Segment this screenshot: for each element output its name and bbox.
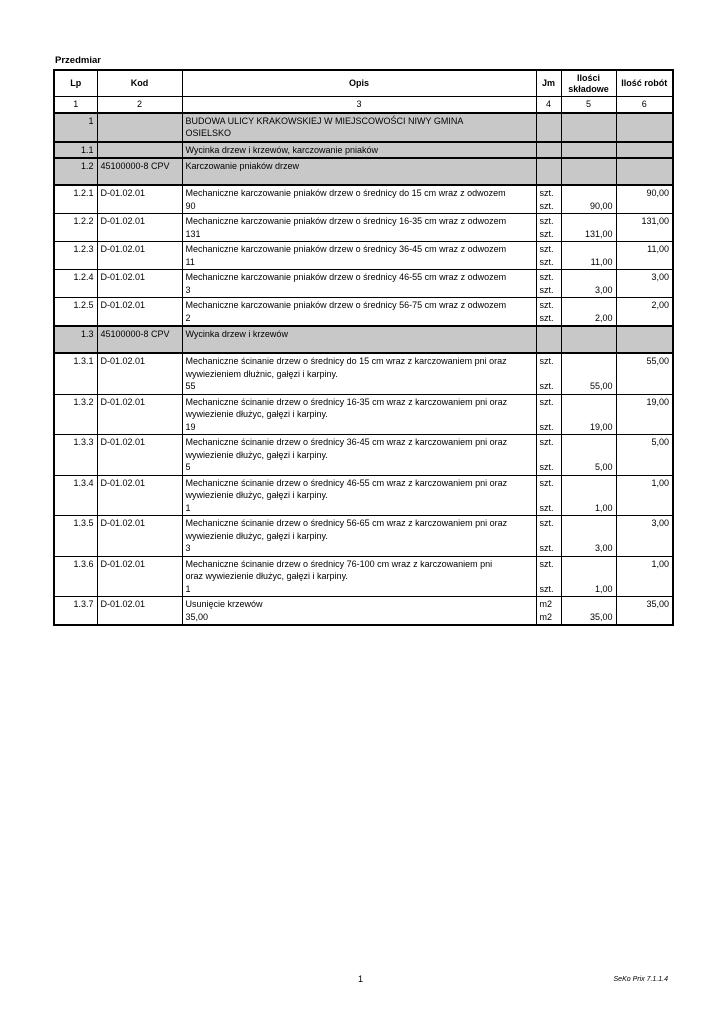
spacer [540, 530, 558, 543]
opis-line: 1 [185, 502, 191, 513]
table-row [54, 597, 673, 626]
cell-opis [182, 298, 536, 327]
cell-ilosci-skladowe [561, 326, 616, 353]
opis-line: 19 [185, 421, 196, 432]
section-row [54, 142, 673, 159]
cell-kod: D-01.02.01 [97, 298, 182, 327]
opis-line: 35,00 [185, 611, 209, 622]
jm-unit: szt. [539, 284, 554, 295]
jm-unit: szt. [539, 518, 554, 528]
cell-opis [182, 353, 536, 394]
cell-kod: D-01.02.01 [97, 270, 182, 298]
cell-lp: 1.3.3 [54, 435, 97, 476]
cell-kod: D-01.02.01 [97, 475, 182, 516]
jm-unit: szt. [539, 502, 554, 513]
cell-ilosci-skladowe: 19,00 [561, 394, 616, 435]
jm-unit: szt. [539, 188, 554, 198]
opis-line: Mechaniczne karczowanie pniaków drzew o średnicy do 15 cm wraz z odwozem [185, 188, 506, 198]
cell-ilosc-robot [616, 326, 673, 353]
opis-line: 11 [185, 256, 195, 267]
cell-ilosc-robot [616, 113, 673, 142]
jm-unit: szt. [539, 312, 554, 323]
cell-ilosc-robot: 131,00 [616, 214, 673, 242]
opis-line: Mechaniczne karczowanie pniaków drzew o średnicy 56-75 cm wraz z odwozem [185, 300, 507, 310]
spacer [540, 408, 558, 421]
table-row [54, 298, 673, 327]
cell-ilosci-skladowe: 131,00 [561, 214, 616, 242]
opis-line: wywiezienie dłużyc, gałęzi i karpiny. [185, 530, 328, 541]
cell-opis [182, 158, 536, 185]
cell-opis [182, 270, 536, 298]
opis-line: 1 [185, 583, 191, 594]
cell-lp: 1.2.5 [54, 298, 97, 327]
cell-opis [182, 597, 536, 626]
cell-ilosc-robot: 2,00 [616, 298, 673, 327]
opis-line: Mechaniczne ścinanie drzew o średnicy 56-65 cm wraz z karczowaniem pni oraz [185, 518, 508, 528]
cell-ilosc-robot: 1,00 [616, 475, 673, 516]
opis-line: Wycinka drzew i krzewów, karczowanie pniaków [185, 144, 378, 155]
cell-opis [182, 326, 536, 353]
table-row [54, 270, 673, 298]
cell-ilosci-skladowe: 1,00 [561, 556, 616, 597]
column-number: 5 [561, 97, 616, 113]
cell-jm [536, 475, 561, 516]
cell-lp: 1.3.2 [54, 394, 97, 435]
opis-line: Mechaniczne karczowanie pniaków drzew o średnicy 36-45 cm wraz z odwozem [185, 244, 507, 254]
header-ilosci-skladowe [561, 70, 616, 97]
table-row [54, 394, 673, 435]
cell-ilosci-skladowe: 11,00 [561, 242, 616, 270]
spacer [540, 570, 558, 583]
opis-line: Karczowanie pniaków drzew [185, 161, 300, 171]
cell-ilosci-skladowe [561, 142, 616, 159]
cell-jm [536, 516, 561, 557]
cell-ilosc-robot: 19,00 [616, 394, 673, 435]
opis-line: wywiezienie dłużyc, gałęzi i karpiny. [185, 490, 328, 500]
jm-unit: szt. [539, 396, 554, 407]
cell-kod: D-01.02.01 [97, 556, 182, 597]
cell-jm [536, 394, 561, 435]
column-number: 3 [182, 97, 536, 113]
opis-line: Usunięcie krzewów [185, 599, 263, 609]
table-row [54, 353, 673, 394]
cell-opis [182, 435, 536, 476]
cell-jm [536, 435, 561, 476]
cell-kod: D-01.02.01 [97, 185, 182, 214]
jm-unit: m2 [539, 599, 553, 609]
cell-lp: 1.3.7 [54, 597, 97, 626]
spacer [540, 449, 558, 462]
cell-ilosc-robot [616, 158, 673, 185]
opis-line: Mechaniczne ścinanie drzew o średnicy 36-45 cm wraz z karczowaniem pni oraz [185, 437, 508, 447]
cell-lp: 1.2.3 [54, 242, 97, 270]
cell-ilosc-robot: 1,00 [616, 556, 673, 597]
cell-ilosci-skladowe: 2,00 [561, 298, 616, 327]
cell-lp: 1.2 [54, 158, 97, 185]
cell-opis [182, 475, 536, 516]
jm-unit: szt. [539, 543, 554, 553]
header-ilosc-robot: Ilość robót [616, 70, 673, 97]
cell-opis [182, 185, 536, 214]
cell-opis [182, 214, 536, 242]
column-number-row [54, 97, 673, 113]
page-number: 1 [358, 974, 364, 984]
cell-ilosci-skladowe: 90,00 [561, 185, 616, 214]
section-row [54, 113, 673, 142]
jm-unit: m2 [539, 611, 553, 622]
opis-line: Mechaniczne ścinanie drzew o średnicy 76-100 cm wraz z karczowaniem pni [185, 558, 493, 569]
cell-kod: 45100000-8 CPV [97, 326, 182, 353]
cell-lp: 1.2.2 [54, 214, 97, 242]
cell-opis [182, 516, 536, 557]
opis-line: wywiezieniem dłużnic, gałęzi i karpiny. [185, 368, 338, 379]
cell-ilosc-robot: 3,00 [616, 516, 673, 557]
jm-unit: szt. [539, 272, 554, 282]
spacer [540, 368, 558, 381]
cell-opis [182, 142, 536, 159]
cell-opis [182, 113, 536, 142]
jm-unit: szt. [539, 421, 554, 432]
jm-unit: szt. [539, 244, 554, 254]
document-title: Przedmiar [55, 55, 101, 66]
cell-kod: D-01.02.01 [97, 394, 182, 435]
opis-line: 2 [185, 312, 191, 323]
opis-line: OSIELSKO [185, 128, 232, 138]
cell-ilosci-skladowe: 3,00 [561, 516, 616, 557]
header-ilosci-line1: Ilości [576, 72, 600, 83]
cell-ilosci-skladowe [561, 113, 616, 142]
opis-line: 5 [185, 462, 191, 472]
header-kod: Kod [97, 70, 182, 97]
cell-kod: D-01.02.01 [97, 435, 182, 476]
jm-unit: szt. [539, 477, 554, 488]
cell-opis [182, 394, 536, 435]
cell-opis [182, 242, 536, 270]
column-number: 6 [616, 97, 673, 113]
cell-opis [182, 556, 536, 597]
opis-line: 90 [185, 200, 196, 211]
cell-lp: 1 [54, 113, 97, 142]
przedmiar-table [53, 69, 674, 626]
cell-ilosci-skladowe: 5,00 [561, 435, 616, 476]
cell-kod: D-01.02.01 [97, 353, 182, 394]
cell-ilosc-robot [616, 142, 673, 159]
cell-lp: 1.3.5 [54, 516, 97, 557]
cell-kod: 45100000-8 CPV [97, 158, 182, 185]
table-row [54, 516, 673, 557]
opis-line: Mechaniczne karczowanie pniaków drzew o średnicy 46-55 cm wraz z odwozem [185, 272, 507, 282]
cell-kod: D-01.02.01 [97, 516, 182, 557]
jm-unit: szt. [539, 256, 554, 267]
jm-unit: szt. [539, 583, 554, 594]
opis-line: 3 [185, 543, 191, 553]
opis-line: Wycinka drzew i krzewów [185, 329, 288, 339]
opis-line: Mechaniczne ścinanie drzew o średnicy do 15 cm wraz z karczowaniem pni oraz [185, 356, 507, 366]
header-row [54, 70, 673, 97]
cell-jm [536, 142, 561, 159]
cell-jm [536, 185, 561, 214]
app-version: SeKo Prix 7.1.1.4 [613, 976, 668, 983]
table-row [54, 185, 673, 214]
table-row [54, 475, 673, 516]
opis-line: 131 [185, 228, 201, 239]
cell-lp: 1.3.4 [54, 475, 97, 516]
cell-jm [536, 242, 561, 270]
column-number: 1 [54, 97, 97, 113]
cell-jm [536, 113, 561, 142]
jm-unit: szt. [539, 300, 554, 310]
section-row [54, 326, 673, 353]
opis-line: oraz wywiezienie dłużyc, gałęzi i karpiny. [185, 571, 348, 581]
cell-kod [97, 142, 182, 159]
cell-ilosci-skladowe: 35,00 [561, 597, 616, 626]
column-number: 2 [97, 97, 182, 113]
cell-ilosc-robot: 55,00 [616, 353, 673, 394]
cell-lp: 1.1 [54, 142, 97, 159]
opis-line: wywiezienie dłużyc, gałęzi i karpiny. [185, 449, 328, 460]
cell-jm [536, 353, 561, 394]
table-row [54, 214, 673, 242]
jm-unit: szt. [539, 558, 554, 569]
cell-jm [536, 326, 561, 353]
jm-unit: szt. [539, 356, 554, 366]
header-opis: Opis [182, 70, 536, 97]
cell-kod: D-01.02.01 [97, 242, 182, 270]
cell-kod [97, 113, 182, 142]
cell-lp: 1.2.4 [54, 270, 97, 298]
table-body [54, 113, 673, 626]
jm-unit: szt. [539, 437, 554, 447]
cell-ilosc-robot: 35,00 [616, 597, 673, 626]
jm-unit: szt. [539, 216, 554, 226]
cell-ilosc-robot: 5,00 [616, 435, 673, 476]
cell-jm [536, 556, 561, 597]
jm-unit: szt. [539, 228, 554, 239]
cell-jm [536, 270, 561, 298]
cell-lp: 1.3.1 [54, 353, 97, 394]
cell-jm [536, 158, 561, 185]
opis-line: Mechaniczne ścinanie drzew o średnicy 16-35 cm wraz z karczowaniem pni oraz [185, 396, 508, 407]
opis-line: 3 [185, 284, 191, 295]
header-lp: Lp [54, 70, 97, 97]
cell-jm [536, 214, 561, 242]
jm-unit: szt. [539, 462, 554, 472]
cell-ilosci-skladowe [561, 158, 616, 185]
cell-kod: D-01.02.01 [97, 597, 182, 626]
table-row [54, 556, 673, 597]
cell-ilosci-skladowe: 1,00 [561, 475, 616, 516]
cell-ilosc-robot: 11,00 [616, 242, 673, 270]
cell-lp: 1.3 [54, 326, 97, 353]
jm-unit: szt. [539, 200, 554, 211]
cell-ilosci-skladowe: 55,00 [561, 353, 616, 394]
opis-line: Mechaniczne ścinanie drzew o średnicy 46-55 cm wraz z karczowaniem pni oraz [185, 477, 508, 488]
cell-lp: 1.3.6 [54, 556, 97, 597]
table-row [54, 435, 673, 476]
spacer [540, 489, 558, 502]
cell-ilosci-skladowe: 3,00 [561, 270, 616, 298]
opis-line: Mechaniczne karczowanie pniaków drzew o średnicy 16-35 cm wraz z odwozem [185, 216, 507, 226]
cell-ilosc-robot: 3,00 [616, 270, 673, 298]
opis-line: BUDOWA ULICY KRAKOWSKIEJ W MIEJSCOWOŚCI NIWY GMINA [185, 115, 464, 126]
opis-line: 55 [185, 381, 196, 391]
cell-jm [536, 298, 561, 327]
header-jm: Jm [536, 70, 561, 97]
section-row [54, 158, 673, 185]
cell-jm [536, 597, 561, 626]
table-row [54, 242, 673, 270]
cell-lp: 1.2.1 [54, 185, 97, 214]
cell-kod: D-01.02.01 [97, 214, 182, 242]
header-ilosci-line2: składowe [568, 83, 609, 94]
jm-unit: szt. [539, 381, 554, 391]
cell-ilosc-robot: 90,00 [616, 185, 673, 214]
column-number: 4 [536, 97, 561, 113]
opis-line: wywiezienie dłużyc, gałęzi i karpiny. [185, 409, 328, 419]
